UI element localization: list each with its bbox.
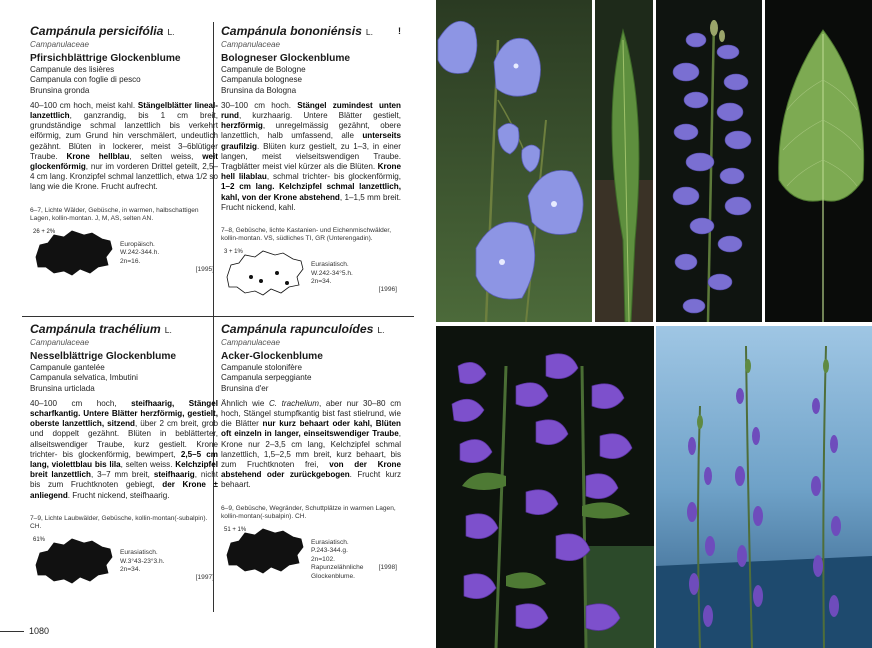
common-name-alt: Brunsina da Bologna — [221, 85, 297, 95]
description-segment: nur kurz behaart oder kahl, Blüten oft einzeln in langer, einseitswendiger Traube — [221, 419, 401, 439]
distribution-info — [311, 261, 353, 286]
distribution-line: W.3°43-23°3.h. — [120, 557, 165, 565]
scientific-name: Campánula bononiénsis L. — [221, 24, 373, 38]
entry-number: [1996] — [378, 286, 397, 294]
distribution-block — [221, 247, 401, 297]
common-name-alt: Campanule gantelée — [30, 363, 105, 373]
description-segment: , kurzhaarig. Untere Blätter gestielt, — [238, 111, 401, 121]
common-name-alt: Campanule de Bologne — [221, 65, 306, 75]
common-name-alt: Campanule stolonifère — [221, 363, 302, 373]
description-segment: , selten weiss. — [120, 460, 176, 470]
photo-persicifolia-flowers — [436, 0, 592, 322]
common-name-alt: Campanula serpeggiante — [221, 373, 312, 383]
description-segment: 40–100 cm hoch, — [30, 398, 132, 408]
description-segment: , schmal trichter- bis glockenförmig, — [266, 172, 402, 182]
habitat-note: 6–7, Lichte Wälder, Gebüsche, in warmen, halbschattigen Lagen, kollin-montan. J, M, AS, selten AN. — [30, 206, 199, 222]
entry-number: [1997] — [195, 574, 214, 582]
author: L. — [167, 27, 175, 37]
distribution-line: P.243-344.g. — [311, 547, 348, 555]
entry-number: [1998] — [378, 564, 397, 572]
description-segment: , 1–1,5 mm breit. Frucht nickend, kahl. — [221, 192, 401, 212]
photo-bononiensis-leaf — [765, 0, 872, 322]
description-segment: Krone hellblau — [66, 151, 130, 161]
description-segment: herzförmig — [221, 121, 263, 131]
description-segment: , ganzrandig, bis 1 cm breit, grundständige schmal lanzettlich bis verkehrt eiförmig, zum Grund hin verschmälert, undeutlich gezähnt. Blüten in lockerer, meist 3–6blütiger Traube. — [30, 111, 218, 161]
description-segment: von der Krone abstehend oder zurückgebogen — [221, 460, 401, 480]
description — [30, 399, 218, 501]
habitat-note: 7–8, Gebüsche, lichte Kastanien- und Eichenmischwälder, kollin-montan. VS, südliches TI, GR (Unterengadin). — [221, 227, 392, 243]
description-segment: , Krone nur 2–3,5 cm lang, Kelchzipfel schmal lanzettlich, 1,5–2,5 mm breit, kurz behaart, bis zum Fruchtknoten frei, — [221, 429, 401, 470]
description-segment: . Blüten kurz gestielt, zu 1–3, in einer langen, meist vielseitswendigen Traube. Tragblätter meist viel kürzer als die Blüten. — [221, 141, 401, 172]
description-segment: , 3–7 mm breit, — [91, 470, 154, 480]
page-number: 1080 — [29, 626, 50, 636]
description-segment: . Frucht kurz behaart. — [221, 470, 401, 490]
distribution-line: 2n=16. — [120, 257, 141, 265]
description-segment: unterseits graufilzig — [221, 131, 401, 151]
common-name-alt: Campanula con foglie di pesco — [30, 75, 141, 85]
description-segment: weit glockenförmig — [30, 151, 218, 172]
common-name-de: Bologneser Glockenblume — [221, 53, 351, 65]
description-segment: , nicht bis zum Fruchtknoten gebiegt, — [30, 470, 218, 490]
description-segment: 40–100 cm hoch, meist kahl. — [30, 100, 138, 110]
description-segment: Ähnlich wie — [221, 398, 269, 408]
photo-page — [432, 0, 872, 648]
distribution-line: 2n=34. — [311, 278, 332, 286]
species-heading — [221, 24, 401, 39]
page-number-rule — [0, 631, 24, 632]
description-segment: , unregelmässig gezähnt, obere lanzettlich, halb umfassend, alle — [221, 121, 401, 141]
species-entry — [221, 24, 401, 297]
map-frequency: 61% — [33, 537, 46, 544]
author: L. — [365, 27, 373, 37]
distribution-line: Europäisch. — [120, 241, 155, 249]
description-segment: 2,5–5 cm lang, violettblau bis lila — [30, 449, 218, 470]
description-segment: , über 2 cm breit, grob und doppelt gezähnt. Blüten in beblätterter, allseitswendiger Traube, kurz gestielt. Krone trichter- bis glockenförmig, bewimpert, — [30, 419, 218, 459]
row-divider — [22, 316, 414, 317]
description — [221, 399, 401, 491]
distribution-line: W.242-34°5.h. — [311, 269, 353, 277]
species-entry — [221, 322, 401, 580]
photo-rapunculoides-spikes — [656, 326, 872, 648]
description-segment: . Frucht nickend, steifhaarig. — [67, 490, 170, 500]
distribution-line: Eurasiatisch. — [120, 549, 158, 557]
scientific-name: Campánula persicifólia L. — [30, 24, 175, 38]
description-segment: C. trachelium — [268, 398, 320, 408]
entry-number: [1995] — [195, 266, 214, 274]
common-name-alt: Campanule des lisières — [30, 65, 115, 75]
scientific-name: Campánula trachélium L. — [30, 322, 172, 336]
common-name-alt: Campanula bolognese — [221, 75, 302, 85]
photo-bononiensis-spike — [656, 0, 762, 322]
description-segment: , nur im vorderen Drittel geteilt, 2,5–4 cm lang. Kronzipfel schmal lanzettlich, etwa 1/2 so lang wie die Krone. Frucht aufrecht. — [30, 162, 218, 192]
species-entry — [30, 24, 218, 277]
distribution-line: Eurasiatisch. — [311, 261, 349, 269]
distribution-line: Glockenblume. — [311, 572, 355, 580]
distribution-line: 2n=34. — [120, 566, 141, 574]
distribution-info — [120, 241, 159, 266]
description — [30, 101, 218, 193]
description-segment: Stängelblätter lineal-lanzettlich — [30, 100, 218, 121]
author: L. — [164, 325, 172, 335]
species-heading — [30, 322, 218, 337]
family-name: Campanulaceae — [221, 40, 280, 49]
species-entry — [30, 322, 218, 585]
distribution-line: Rapunzelähnliche — [311, 564, 364, 572]
photo-persicifolia-leaf — [595, 0, 653, 322]
common-name-de: Nesselblättrige Glockenblume — [30, 351, 177, 363]
common-name-de: Acker-Glockenblume — [221, 351, 323, 363]
species-heading — [30, 24, 218, 39]
distribution-line: 2n=102. — [311, 555, 336, 563]
habitat-note: 7–9, Lichte Laubwälder, Gebüsche, kollin-montan(-subalpin). CH. — [30, 514, 208, 531]
family-name: Campanulaceae — [30, 40, 89, 49]
map-frequency: 3 + 1% — [224, 249, 243, 256]
habitat-note: 6–9, Gebüsche, Wegränder, Schuttplätze in warmen Lagen, kollin-montan(-subalpin). CH. — [221, 504, 396, 520]
description-segment: Krone hell lilablau — [221, 162, 401, 182]
distribution-block — [30, 535, 218, 585]
text-page — [0, 0, 430, 648]
common-name-alt: Brunsina gronda — [30, 85, 90, 95]
description-segment: 1–2 cm lang. Kelchzipfel schmal lanzettlich, kahl, von der Krone abstehend — [221, 182, 401, 202]
family-name: Campanulaceae — [30, 338, 89, 347]
common-name-alt: Campanula selvatica, Imbutini — [30, 373, 138, 383]
distribution-info — [120, 549, 165, 574]
description-segment: , selten weiss, — [129, 151, 203, 161]
family-name: Campanulaceae — [221, 338, 280, 347]
description-segment: steifhaarig, Stängel scharfkantig. Untere Blätter herzförmig, gestielt, oberste lanzettlich, sitzend — [30, 398, 219, 429]
description-segment: Kelchzipfel breit lanzettlich — [30, 460, 218, 480]
description-segment: , aber nur 30–80 cm hoch, Stängel stumpfkantig bist fast stielrund, wie die Blätter — [221, 398, 401, 429]
description-segment: 30–100 cm hoch. — [221, 100, 298, 110]
distribution-block — [30, 227, 218, 277]
map-frequency: 26 + 2% — [33, 229, 56, 236]
author: L. — [377, 325, 385, 335]
description-segment: der Krone ± anliegend — [30, 480, 218, 500]
map-frequency: 51 + 1% — [224, 527, 247, 534]
description — [221, 101, 401, 213]
distribution-info — [311, 539, 363, 581]
common-name-alt: Brunsina urticlada — [30, 383, 95, 393]
description-segment: Stängel zumindest unten rund — [221, 100, 401, 121]
scientific-name: Campánula rapunculoídes L. — [221, 322, 385, 336]
distribution-block — [221, 525, 401, 580]
common-name-de: Pfirsichblättrige Glockenblume — [30, 53, 181, 65]
common-name-alt: Brunsina d'er — [221, 383, 269, 393]
distribution-line: Eurasiatisch. — [311, 539, 349, 547]
photo-trachelium-flowers — [436, 326, 654, 648]
description-segment: steifhaarig — [153, 470, 195, 480]
distribution-line: W.242-344.h. — [120, 249, 160, 257]
protected-mark: ! — [398, 26, 401, 36]
species-heading — [221, 322, 401, 337]
